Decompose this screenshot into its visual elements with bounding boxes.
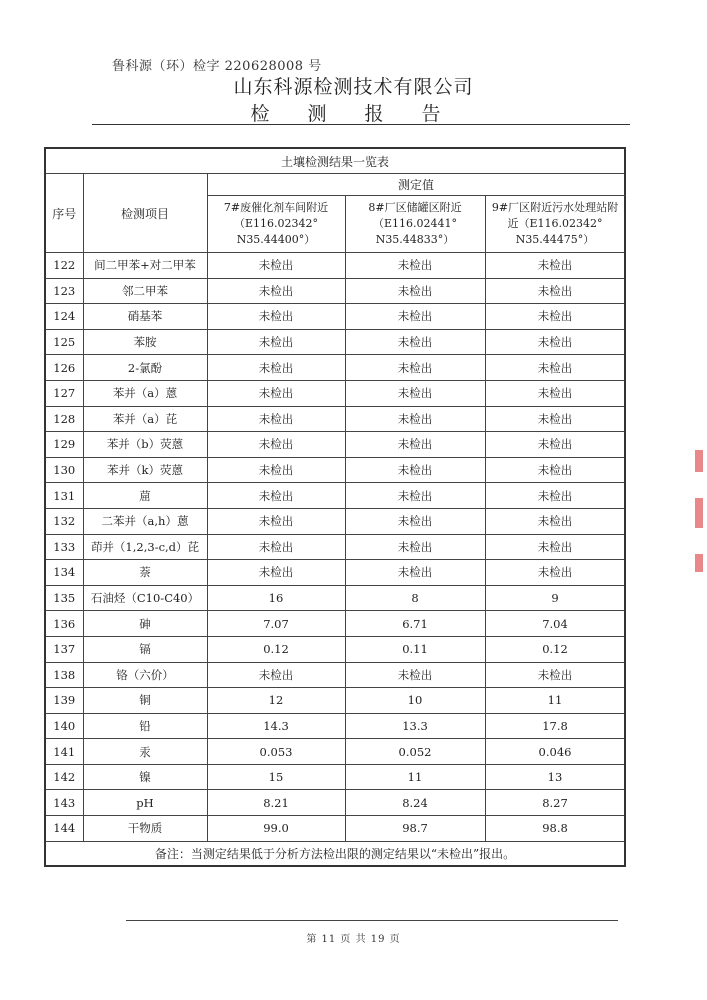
cell-item: 苯并（b）荧蒽 [83, 432, 207, 458]
cell-item: 石油烃（C10-C40） [83, 585, 207, 611]
cell-site-9: 11 [485, 688, 625, 714]
cell-site-9: 17.8 [485, 713, 625, 739]
cell-site-9: 未检出 [485, 534, 625, 560]
header-site-7: 7#废催化剂车间附近（E116.02342° N35.44400°） [207, 196, 345, 253]
cell-site-7: 未检出 [207, 329, 345, 355]
table-row [45, 534, 625, 560]
cell-site-7: 12 [207, 688, 345, 714]
cell-site-9: 未检出 [485, 329, 625, 355]
cell-site-7: 15 [207, 764, 345, 790]
cell-item: 铜 [83, 688, 207, 714]
cell-item: 汞 [83, 739, 207, 765]
cell-seq: 144 [45, 816, 83, 842]
cell-site-8: 未检出 [345, 406, 485, 432]
cell-site-7: 未检出 [207, 560, 345, 586]
cell-site-8: 未检出 [345, 304, 485, 330]
cell-site-8: 98.7 [345, 816, 485, 842]
cell-site-7: 未检出 [207, 483, 345, 509]
header-measured-value: 测定值 [207, 174, 625, 196]
cell-item: 铅 [83, 713, 207, 739]
cell-seq: 124 [45, 304, 83, 330]
table-note: 备注：当测定结果低于分析方法检出限的测定结果以“未检出”报出。 [45, 841, 625, 866]
cell-seq: 134 [45, 560, 83, 586]
cell-site-8: 未检出 [345, 662, 485, 688]
cell-site-9: 9 [485, 585, 625, 611]
cell-seq: 135 [45, 585, 83, 611]
table-row [45, 713, 625, 739]
cell-site-9: 0.046 [485, 739, 625, 765]
cell-site-9: 未检出 [485, 432, 625, 458]
cell-site-7: 未检出 [207, 662, 345, 688]
cell-seq: 133 [45, 534, 83, 560]
cell-item: 苯并（a）蒽 [83, 380, 207, 406]
cell-site-9: 未检出 [485, 380, 625, 406]
table-row [45, 278, 625, 304]
table-row [45, 636, 625, 662]
table-row [45, 508, 625, 534]
cell-site-7: 未检出 [207, 406, 345, 432]
header-rule [92, 124, 630, 125]
cell-site-7: 16 [207, 585, 345, 611]
table-row [45, 764, 625, 790]
cell-item: 邻二甲苯 [83, 278, 207, 304]
cell-site-9: 未检出 [485, 253, 625, 279]
footer-rule [126, 920, 618, 921]
cell-site-7: 未检出 [207, 457, 345, 483]
cell-seq: 132 [45, 508, 83, 534]
cell-seq: 125 [45, 329, 83, 355]
cell-site-8: 8.24 [345, 790, 485, 816]
cell-site-9: 8.27 [485, 790, 625, 816]
table-row [45, 816, 625, 842]
table-row [45, 253, 625, 279]
table-row [45, 304, 625, 330]
cell-item: 䓛 [83, 483, 207, 509]
cell-seq: 143 [45, 790, 83, 816]
cell-site-7: 未检出 [207, 380, 345, 406]
cell-site-7: 未检出 [207, 508, 345, 534]
cell-site-8: 10 [345, 688, 485, 714]
cell-site-7: 未检出 [207, 253, 345, 279]
cell-seq: 140 [45, 713, 83, 739]
cell-item: 苯并（k）荧蒽 [83, 457, 207, 483]
cell-seq: 139 [45, 688, 83, 714]
cell-site-7: 0.053 [207, 739, 345, 765]
table-row [45, 739, 625, 765]
cell-site-8: 未检出 [345, 560, 485, 586]
seal-stamp-edge [695, 450, 707, 600]
cell-seq: 130 [45, 457, 83, 483]
cell-seq: 129 [45, 432, 83, 458]
cell-site-9: 0.12 [485, 636, 625, 662]
cell-site-8: 未检出 [345, 457, 485, 483]
cell-site-7: 未检出 [207, 534, 345, 560]
cell-seq: 141 [45, 739, 83, 765]
cell-site-8: 未检出 [345, 355, 485, 381]
cell-site-8: 未检出 [345, 278, 485, 304]
cell-seq: 123 [45, 278, 83, 304]
cell-site-9: 7.04 [485, 611, 625, 637]
cell-site-7: 未检出 [207, 355, 345, 381]
cell-site-8: 未检出 [345, 380, 485, 406]
cell-site-9: 未检出 [485, 355, 625, 381]
cell-site-9: 未检出 [485, 406, 625, 432]
cell-site-7: 14.3 [207, 713, 345, 739]
table-row [45, 406, 625, 432]
cell-site-9: 未检出 [485, 508, 625, 534]
cell-site-8: 0.11 [345, 636, 485, 662]
table-row [45, 483, 625, 509]
cell-seq: 136 [45, 611, 83, 637]
cell-item: 硝基苯 [83, 304, 207, 330]
table-row [45, 457, 625, 483]
cell-seq: 128 [45, 406, 83, 432]
table-row [45, 585, 625, 611]
cell-site-9: 未检出 [485, 304, 625, 330]
cell-item: 萘 [83, 560, 207, 586]
soil-results-table [44, 147, 626, 867]
table-row [45, 432, 625, 458]
cell-site-7: 未检出 [207, 304, 345, 330]
cell-item: 镍 [83, 764, 207, 790]
report-title: 检 测 报 告 [250, 103, 457, 125]
cell-item: 间二甲苯+对二甲苯 [83, 253, 207, 279]
cell-site-7: 0.12 [207, 636, 345, 662]
cell-item: pH [83, 790, 207, 816]
cell-item: 2-氯酚 [83, 355, 207, 381]
cell-site-9: 未检出 [485, 278, 625, 304]
cell-site-9: 未检出 [485, 662, 625, 688]
cell-site-8: 未检出 [345, 329, 485, 355]
cell-site-9: 未检出 [485, 560, 625, 586]
cell-item: 铬（六价） [83, 662, 207, 688]
table-row [45, 662, 625, 688]
cell-site-7: 7.07 [207, 611, 345, 637]
table-row [45, 380, 625, 406]
cell-seq: 131 [45, 483, 83, 509]
header-site-9: 9#厂区附近污水处理站附近（E116.02342° N35.44475°） [485, 196, 625, 253]
table-row [45, 560, 625, 586]
cell-site-7: 99.0 [207, 816, 345, 842]
table-row [45, 329, 625, 355]
table-row [45, 611, 625, 637]
cell-site-8: 未检出 [345, 483, 485, 509]
cell-site-8: 6.71 [345, 611, 485, 637]
header-item: 检测项目 [83, 174, 207, 253]
cell-item: 苯并（a）芘 [83, 406, 207, 432]
cell-item: 干物质 [83, 816, 207, 842]
document-number: 鲁科源（环）检字 220628008 号 [112, 59, 322, 74]
cell-item: 镉 [83, 636, 207, 662]
cell-seq: 126 [45, 355, 83, 381]
cell-site-8: 未检出 [345, 432, 485, 458]
cell-item: 苯胺 [83, 329, 207, 355]
company-name: 山东科源检测技术有限公司 [233, 76, 474, 98]
table-row [45, 790, 625, 816]
cell-site-7: 未检出 [207, 432, 345, 458]
cell-site-9: 98.8 [485, 816, 625, 842]
header-seq: 序号 [45, 174, 83, 253]
table-row [45, 355, 625, 381]
cell-site-8: 0.052 [345, 739, 485, 765]
cell-site-8: 8 [345, 585, 485, 611]
cell-site-9: 未检出 [485, 483, 625, 509]
cell-site-8: 未检出 [345, 508, 485, 534]
cell-site-7: 8.21 [207, 790, 345, 816]
header-site-8: 8#厂区储罐区附近（E116.02441° N35.44833°） [345, 196, 485, 253]
cell-site-8: 未检出 [345, 534, 485, 560]
cell-seq: 122 [45, 253, 83, 279]
cell-item: 二苯并（a,h）蒽 [83, 508, 207, 534]
table-caption: 土壤检测结果一览表 [45, 148, 625, 174]
cell-site-9: 13 [485, 764, 625, 790]
cell-site-8: 13.3 [345, 713, 485, 739]
cell-seq: 127 [45, 380, 83, 406]
cell-item: 砷 [83, 611, 207, 637]
cell-seq: 137 [45, 636, 83, 662]
cell-site-8: 11 [345, 764, 485, 790]
cell-site-8: 未检出 [345, 253, 485, 279]
page-number: 第 11 页 共 19 页 [306, 934, 401, 945]
cell-site-9: 未检出 [485, 457, 625, 483]
cell-item: 茚并（1,2,3-c,d）芘 [83, 534, 207, 560]
cell-seq: 138 [45, 662, 83, 688]
cell-seq: 142 [45, 764, 83, 790]
cell-site-7: 未检出 [207, 278, 345, 304]
table-row [45, 688, 625, 714]
